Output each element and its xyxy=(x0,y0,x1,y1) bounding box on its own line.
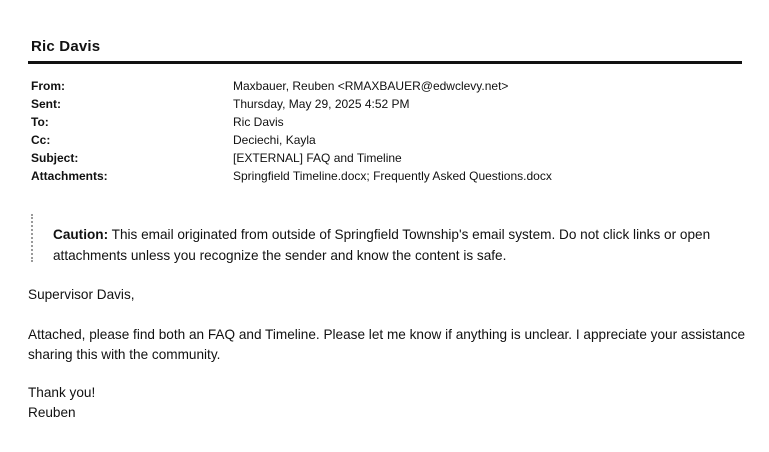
header-row-cc xyxy=(31,131,552,149)
caution-marker xyxy=(31,214,37,262)
header-value: [EXTERNAL] FAQ and Timeline xyxy=(233,151,402,165)
signature: Reuben xyxy=(28,405,76,420)
caution-banner xyxy=(53,224,733,266)
header-label: Cc: xyxy=(31,133,51,147)
email-headers xyxy=(31,77,552,185)
header-value: Maxbauer, Reuben <RMAXBAUER@edwclevy.net> xyxy=(233,79,509,93)
header-label: Sent: xyxy=(31,97,61,111)
header-value: Ric Davis xyxy=(233,115,284,129)
header-label: Subject: xyxy=(31,151,79,165)
header-divider xyxy=(28,61,742,64)
header-label: From: xyxy=(31,79,65,93)
closing: Thank you! xyxy=(28,385,96,400)
greeting: Supervisor Davis, xyxy=(28,287,135,302)
body-paragraph: Attached, please find both an FAQ and Timeline. Please let me know if anything is unclear. I appreciate your assistance sharing this with the community. xyxy=(28,327,746,362)
header-label: Attachments: xyxy=(31,169,108,183)
header-label: To: xyxy=(31,115,49,129)
header-row-from xyxy=(31,77,552,95)
attachments-value[interactable]: Springfield Timeline.docx; Frequently Asked Questions.docx xyxy=(233,169,552,183)
header-row-subject xyxy=(31,149,552,167)
header-value: Thursday, May 29, 2025 4:52 PM xyxy=(233,97,410,111)
header-row-to xyxy=(31,113,552,131)
caution-label: Caution: xyxy=(53,227,109,242)
header-row-attachments xyxy=(31,167,552,185)
header-value: Deciechi, Kayla xyxy=(233,133,316,147)
email-body xyxy=(28,285,748,423)
caution-text: This email originated from outside of Springfield Township's email system. Do not click links or open attachments unless you recognize the sender and know the content is safe. xyxy=(53,227,711,263)
header-row-sent xyxy=(31,95,552,113)
email-owner-name: Ric Davis xyxy=(31,38,101,55)
